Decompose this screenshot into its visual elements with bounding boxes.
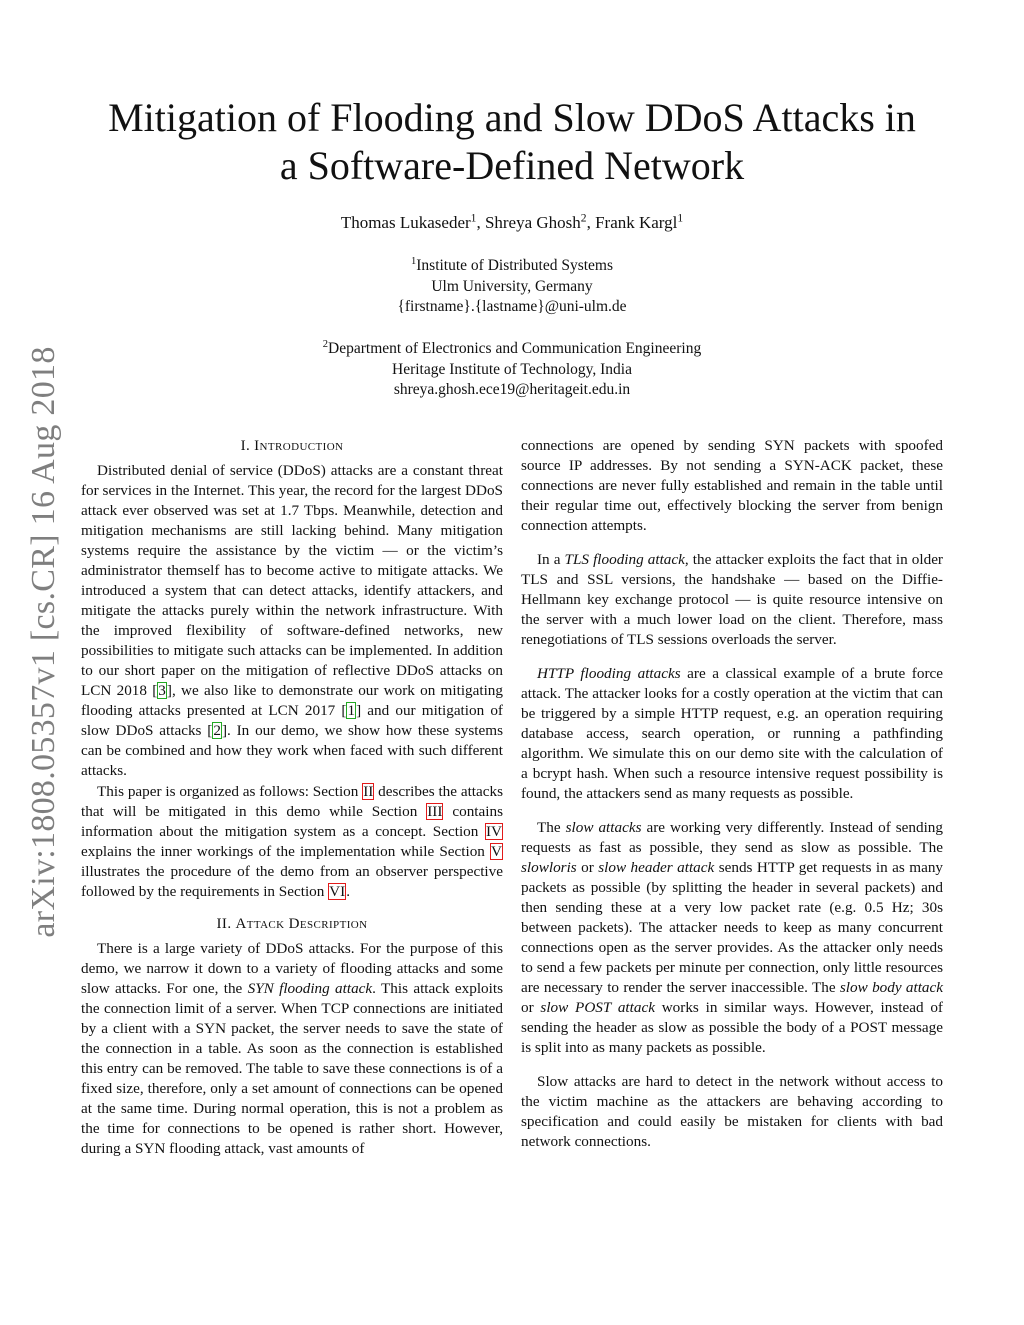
text-run: In a (537, 551, 565, 568)
affiliation-institute: Institute of Distributed Systems (416, 257, 614, 274)
section-link[interactable]: III (427, 803, 443, 820)
author-affiliation-mark: 2 (580, 211, 587, 225)
text-run: There is a large variety of DDoS attacks. For the purpose of this demo, we narrow it down to a variety of flooding attacks and some slow attacks. For one, the (81, 940, 503, 997)
text-run: are a classical example of a brute force attack. The attacker looks for a costly operation at the victim that can be triggered by a simple HTTP request, e.g. an operation requiring database access, search operation, or running a pathfinding algorithm. We simulate this on our demo site with the calculation of a bcrypt hash. When such a resource intensive request possibility is found, the attackers send as many requests as possible. (521, 665, 943, 802)
http-flooding-paragraph (521, 664, 943, 804)
text-run: ], we also like to demonstrate our work on mitigating flooding attacks presented at LCN 2017 [ (81, 682, 503, 719)
section-number: I. (240, 438, 251, 454)
slow-attacks-paragraph (521, 818, 943, 1058)
author-affiliation-mark: 1 (470, 211, 477, 225)
section-link[interactable]: V (491, 843, 502, 860)
text-run: works in similar ways. However, instead of sending the header as slow as possible the body of a POST message is split into as many packets as possible. (521, 999, 943, 1056)
text-run: Distributed denial of service (DDoS) attacks are a constant threat for services in the Internet. This year, the record for the largest DDoS attack ever observed was set at 1.7 Tbps. Meanwhile, detection and mitigation mechanisms are still lacking behind. Many mitigation systems require the assistance by the victim — or the victim’s administrator themself has to become active to mitigate attacks. We introduced a system that can detect attacks, identify attackers, and mitigate the attacks purely within the network infrastructure. With the improved flexibility of software-defined networks, new possibilities to mitigate such attacks can be implemented. In addition to our short paper on the mitigation of reflective DDoS attacks on LCN 2018 [ (81, 462, 503, 699)
text-run: This paper is organized as follows: Section (97, 783, 363, 800)
affiliation-2 (60, 339, 964, 401)
slow-detection-paragraph: Slow attacks are hard to detect in the network without access to the victim machine as the attackers are behaving according to specification and could easily be mistaken for clients with bad network connections. (521, 1073, 943, 1150)
emphasis-term: slow header attack (598, 859, 715, 876)
section-link[interactable]: VI (329, 883, 346, 900)
text-run: The (537, 819, 566, 836)
author-separator: , (586, 213, 596, 232)
tls-flooding-paragraph (521, 550, 943, 650)
author-name: Thomas Lukaseder (340, 213, 471, 232)
attack-paragraph (81, 939, 503, 1159)
affiliation-1 (60, 256, 964, 318)
text-run: describes the attacks that will be mitigated in this demo while Section (81, 783, 503, 820)
section-number: II. (216, 916, 232, 932)
section-title: Introduction (254, 438, 344, 454)
arxiv-identifier: arXiv:1808.05357v1 [cs.CR] 16 Aug 2018 (25, 346, 62, 938)
title-line-1: Mitigation of Flooding and Slow DDoS Attacks in (108, 95, 916, 140)
emphasis-term: slowloris (521, 859, 577, 876)
text-run: . This attack exploits the connection limit of a server. When TCP connections are initiated by a client with a SYN packet, the server needs to save the state of the connection in a table. As soon as the connection is established this entry can be removed. The table to save these connections is of a fixed size, therefore, only a set amount of connections can be opened at the same time. During normal operation, this is not a problem as the time for connections to be opened is rather short. However, during a SYN flooding attack, vast amounts of (81, 980, 503, 1157)
author-list (60, 212, 964, 234)
author-name: Frank Kargl (595, 213, 678, 232)
emphasis-term: SYN flooding attack (247, 980, 373, 997)
text-run: ] and our mitigation of slow DDoS attacks [ (81, 702, 503, 739)
text-run: are working very differently. Instead of sending requests as fast as possible, they send as slow as possible. The (521, 819, 943, 856)
citation-link[interactable]: 3 (158, 682, 166, 699)
citation-link[interactable]: 1 (347, 702, 356, 719)
section-link[interactable]: II (363, 783, 374, 800)
intro-paragraph (81, 461, 503, 781)
paper-title (60, 94, 964, 190)
section-link[interactable]: IV (485, 823, 502, 840)
affiliation-email: {firstname}.{lastname}@uni-ulm.de (397, 298, 627, 315)
section-heading-introduction (81, 436, 503, 456)
emphasis-term: slow body attack (839, 979, 944, 996)
author-affiliation-mark: 1 (677, 211, 684, 225)
text-run: or (576, 859, 599, 876)
text-run: contains information about the mitigation system as a concept. Section (81, 803, 503, 840)
section-heading-attack-description (81, 914, 503, 934)
affiliation-email: shreya.ghosh.ece19@heritageit.edu.in (393, 381, 631, 398)
title-line-2: a Software-Defined Network (279, 143, 745, 188)
syn-continuation-paragraph: connections are opened by sending SYN packets with spoofed source IP addresses. By not sending a SYN-ACK packet, these connections are never fully established and remain in the table until their regular time out, effectively blocking the server from benign connection attempts. (521, 437, 943, 534)
text-run: , the attacker exploits the fact that in older TLS and SSL versions, the handshake — based on the Diffie-Hellmann key exchange protocol — is quite resource intensive on the server with a much lower load on the client. Therefore, mass renegotiations of TLS sessions overloads the server. (521, 551, 943, 648)
affiliation-number: 2 (322, 339, 329, 351)
text-run: ]. In our demo, we show how these systems can be combined and how they work when faced with such different attacks. (81, 722, 503, 779)
affiliation-department: Department of Electronics and Communication Engineering (328, 340, 702, 357)
author-name: Shreya Ghosh (484, 213, 581, 232)
text-run: or (521, 999, 541, 1016)
text-run: explains the inner workings of the implementation while Section (81, 843, 491, 860)
affiliation-number: 1 (410, 256, 417, 268)
affiliation-university: Ulm University, Germany (431, 277, 593, 295)
text-run: illustrates the procedure of the demo from an observer perspective followed by the requirements in Section (81, 863, 503, 900)
intro-outline-paragraph (81, 782, 503, 902)
affiliation-institute: Heritage Institute of Technology, India (392, 360, 632, 378)
emphasis-term: HTTP flooding attacks (537, 665, 681, 682)
emphasis-term: slow POST attack (540, 999, 655, 1016)
author-separator: , (476, 213, 485, 232)
text-run: sends HTTP get requests in as many packets as possible (by splitting the header in several packets) and then sending these at a very low packet rate (e.g. 0.5 Hz; 30s between packets). The attacker needs to keep as many concurrent connections open as the server provides. As the attacker only needs to send a few packets per minute per connection, only little resources are necessary to render the server inaccessible. The (521, 859, 943, 996)
citation-link[interactable]: 2 (213, 722, 221, 739)
emphasis-term: TLS flooding attack (564, 551, 685, 568)
left-column (81, 436, 503, 1159)
right-column (521, 436, 943, 1152)
text-run: . (346, 883, 350, 900)
emphasis-term: slow attacks (565, 819, 642, 836)
section-title: Attack Description (235, 916, 368, 932)
